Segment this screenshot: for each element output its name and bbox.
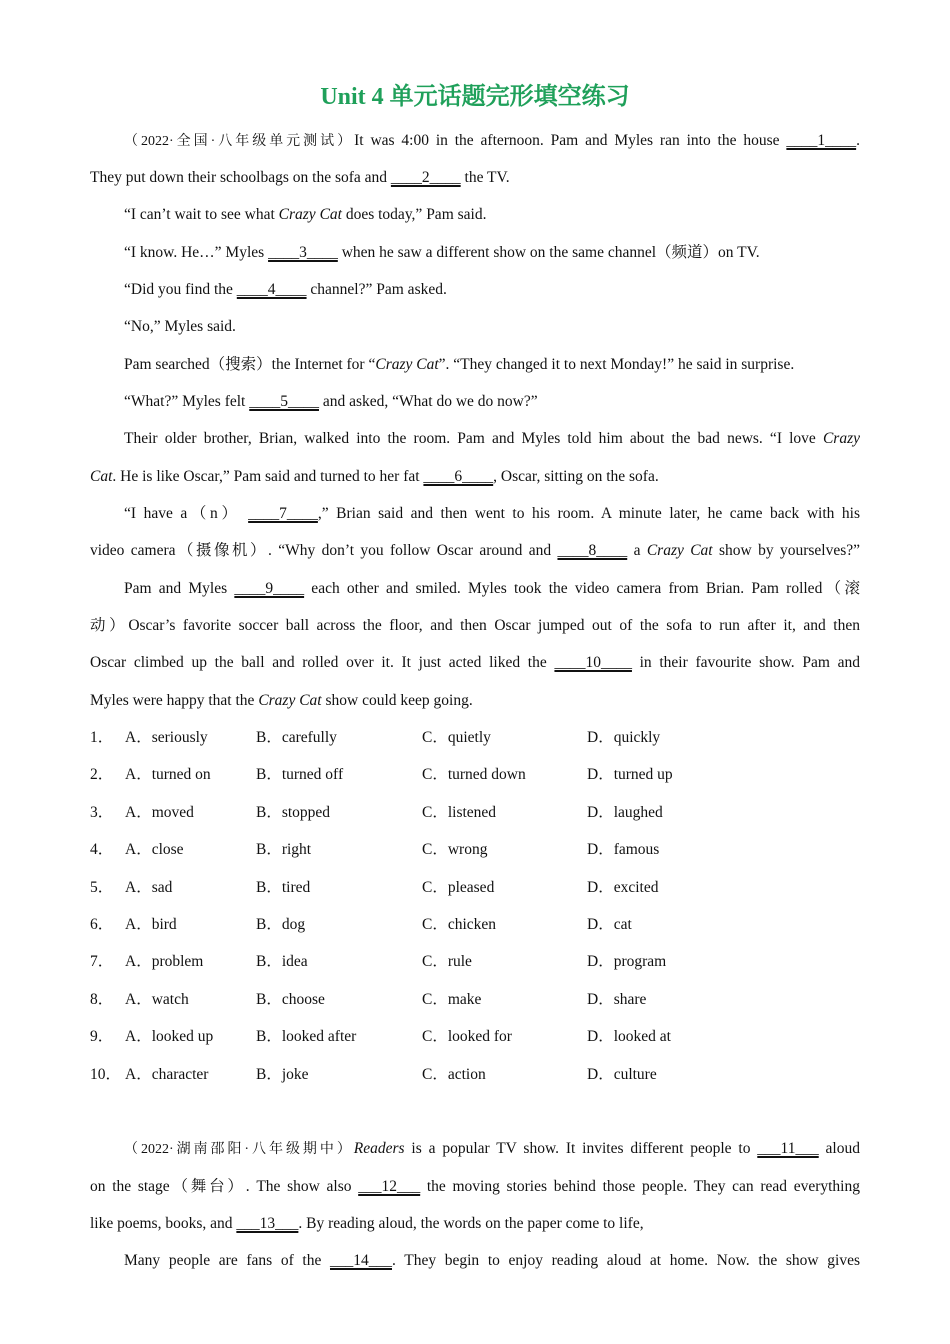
text: Myles were happy that the [90,692,259,709]
option-b: B．right [256,841,312,859]
text: aloud [818,1140,860,1157]
text: video camera（摄像机）. “Why don’t you follow Oscar around and [90,542,558,559]
blank-13: ___13___ [236,1215,299,1232]
option-c: C．quietly [422,729,491,746]
option-b: B．tired [256,878,311,896]
option-b: B．carefully [256,729,337,746]
question-number: 6． [90,916,114,933]
passage1-line-9 [124,428,860,450]
question-row [90,989,870,1011]
option-b: B．looked after [256,1028,357,1046]
blank-11: ___11___ [757,1140,819,1157]
option-a: A．turned on [125,766,211,784]
option-b: B．choose [256,990,325,1008]
option-b: B．turned off [256,766,344,784]
text: , Oscar, sitting on the sofa. [493,468,659,485]
option-b: B．dog [256,916,306,933]
passage2-line-1 [124,1138,860,1161]
text: They put down their schoolbags on the sofa and [90,169,391,186]
question-number: 2． [90,766,114,784]
passage1-line-16 [90,690,860,712]
text: Pam searched（搜索）the Internet for “ [124,356,376,373]
passage1-line-14 [90,615,860,637]
option-c: C．make [422,990,482,1008]
show-name: Crazy [822,430,860,447]
blank-4: ____4____ [236,281,307,298]
blank-10: ____10____ [554,654,632,671]
passage2-line-2 [90,1176,860,1198]
question-number: 7． [90,953,114,971]
question-row [90,802,870,824]
option-c: C．turned down [422,766,526,784]
question-number: 10． [90,1065,122,1083]
passage1-line-10 [90,466,860,488]
passage1-line-6 [124,316,860,338]
blank-8: ____8____ [557,542,628,559]
text: . They begin to enjoy reading aloud at home. Now. the show gives [392,1252,861,1269]
text: It was 4:00 in the afternoon. Pam and Myles ran into the house [354,132,787,149]
text: “What?” Myles felt [124,393,250,410]
passage1-line-11 [124,503,860,525]
option-d: D．quickly [587,729,661,746]
question-number: 9． [90,1028,114,1046]
option-d: D．excited [587,878,659,896]
option-c: C．wrong [422,841,488,859]
question-row [90,764,870,786]
source-tag: （2022·全国·八年级单元测试） [124,134,355,149]
text: 动）Oscar’s favorite soccer ball across the floor, and then Oscar jumped out of the sofa to run after it, and then [90,617,860,634]
passage1-line-2 [90,167,860,189]
text: like poems, books, and [90,1215,237,1232]
text: Oscar climbed up the ball and rolled over it. It just acted liked the [90,654,555,671]
text: “I have a（n） [124,505,249,522]
show-name: Cat [90,468,113,485]
text: . He is like Oscar,” Pam said and turned to her fat [112,468,424,485]
blank-3: ____3____ [268,244,338,261]
question-number: 4． [90,841,114,859]
show-name: Crazy Cat [278,206,342,223]
option-d: D．laughed [587,803,663,821]
show-name: Crazy Cat [646,542,713,559]
text: channel?” Pam asked. [306,281,447,298]
option-c: C．pleased [422,878,495,896]
passage2-line-4 [124,1250,860,1272]
passage1-line-8 [124,391,860,413]
option-b: B．stopped [256,803,331,821]
show-name: Crazy Cat [375,356,439,373]
option-a: A．sad [125,878,173,896]
option-d: D．looked at [587,1028,671,1046]
text: does today,” Pam said. [341,206,487,223]
option-d: D．culture [587,1065,657,1083]
passage1-line-15 [90,652,860,674]
option-a: A．problem [125,953,204,971]
passage1-line-3 [124,204,860,226]
text: each other and smiled. Myles took the video camera from Brian. Pam rolled（滚 [304,580,861,597]
passage1-line-12 [90,540,860,562]
option-a: A．bird [125,916,177,933]
option-d: D．famous [587,841,660,859]
blank-1: ____1____ [786,132,857,149]
blank-9: ____9____ [234,580,305,597]
option-c: C．rule [422,953,472,971]
option-b: B．joke [256,1065,309,1083]
option-d: D．share [587,990,647,1008]
question-row [90,914,870,936]
question-number: 8． [90,990,114,1008]
text: “No,” Myles said. [124,318,236,335]
text: and asked, “What do we do now?” [318,393,538,410]
question-number: 1． [90,729,114,746]
text: ,” Brian said and then went to his room. A minute later, he came back with his [317,505,860,522]
passage1-line-4 [124,242,860,264]
question-number: 3． [90,803,114,821]
option-a: A．moved [125,803,194,821]
question-row [90,727,870,749]
text: a [627,542,647,559]
option-d: D．program [587,953,667,971]
text: is a popular TV show. It invites different people to [404,1140,758,1157]
text: Their older brother, Brian, walked into the room. Pam and Myles told him about the bad news. “I love [124,430,823,447]
text: show could keep going. [321,692,473,709]
passage1-line-1 [124,130,860,153]
text: in their favourite show. Pam and [631,654,860,671]
option-c: C．action [422,1065,486,1083]
blank-7: ____7____ [248,505,318,522]
text: the TV. [460,169,510,186]
question-row [90,839,870,861]
blank-12: ___12___ [358,1178,421,1195]
source-tag: （2022·湖南邵阳·八年级期中） [124,1142,354,1157]
question-number: 5． [90,878,114,896]
blank-2: ____2____ [390,169,461,186]
option-d: D．turned up [587,766,673,784]
option-d: D．cat [587,916,632,933]
text: “Did you find the [124,281,237,298]
text: show by yourselves?” [712,542,860,559]
passage1-line-5 [124,279,860,301]
question-row [90,877,870,899]
option-a: A．watch [125,990,189,1008]
passage1-line-13 [124,578,860,600]
text: . [856,132,860,149]
passage2-line-3 [90,1213,860,1235]
show-name: Crazy Cat [258,692,322,709]
question-row [90,1026,870,1048]
option-a: A．character [125,1065,209,1083]
show-name: Readers [353,1140,405,1157]
blank-6: ____6____ [423,468,494,485]
text: ”. “They changed it to next Monday!” he said in surprise. [438,356,795,373]
option-a: A．close [125,841,184,859]
text: on the stage（舞台）. The show also [90,1178,359,1195]
option-a: A．seriously [125,729,208,746]
text: “I know. He…” Myles [124,244,269,261]
option-c: C．chicken [422,916,497,933]
text: . By reading aloud, the words on the paper come to life, [298,1215,644,1232]
page-title: Unit 4 单元话题完形填空练习 [320,84,630,110]
question-row [90,951,870,973]
question-row [90,1064,870,1086]
passage1-line-7 [124,354,860,376]
option-a: A．looked up [125,1028,214,1046]
text: when he saw a different show on the same channel（频道）on TV. [337,244,760,261]
blank-14: ___14___ [330,1252,392,1269]
option-b: B．idea [256,953,308,971]
text: “I can’t wait to see what [124,206,279,223]
text: Pam and Myles [124,580,235,597]
text: the moving stories behind those people. They can read everything [420,1178,860,1195]
option-c: C．looked for [422,1028,512,1046]
blank-5: ____5____ [249,393,319,410]
option-c: C．listened [422,803,497,821]
text: Many people are fans of the [124,1252,330,1269]
